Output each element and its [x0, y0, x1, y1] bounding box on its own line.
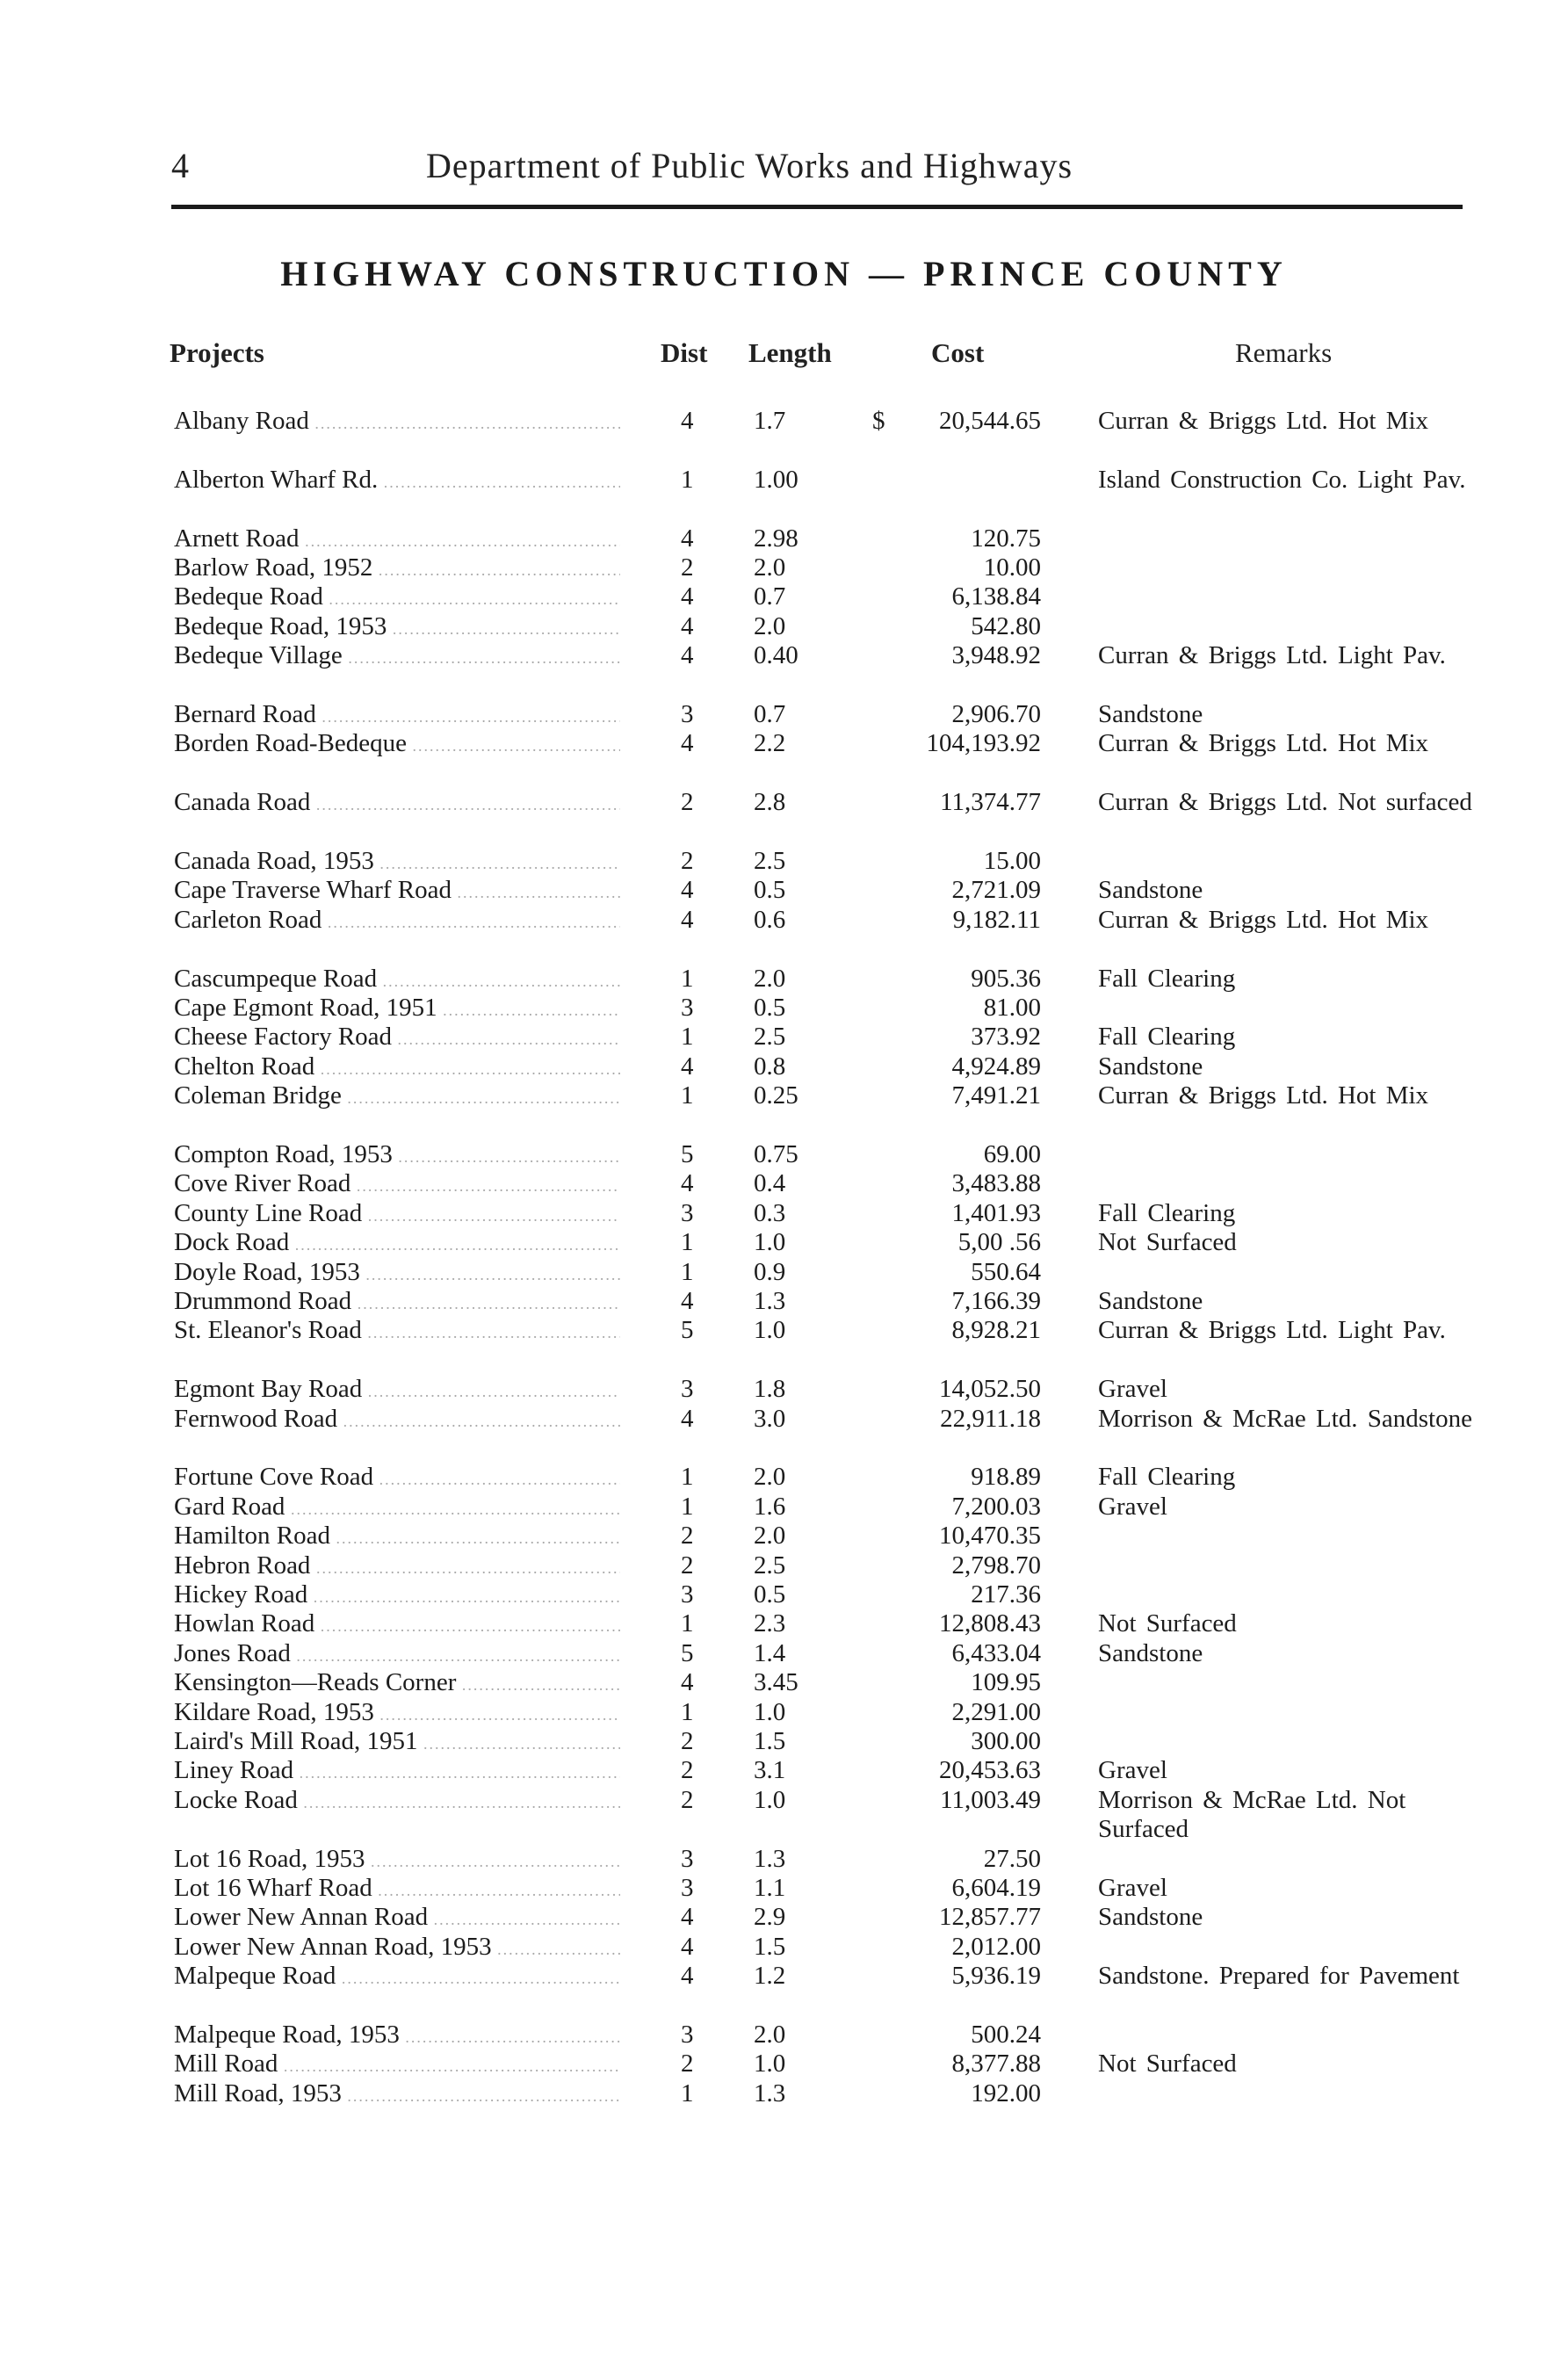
project-name: Lower New Annan Road, 1953 ..... [174, 1933, 620, 1964]
remarks-cell: Gravel [1098, 1492, 1167, 1521]
dollar-sign: $ [872, 407, 885, 435]
length-cell: 0.40 [754, 641, 798, 670]
district-cell: 4 [681, 1169, 694, 1198]
cost-cell: 20,453.63 [939, 1756, 1041, 1785]
column-header-remarks: Remarks [1235, 337, 1333, 368]
cost-cell: 550.64 [971, 1257, 1041, 1286]
district-cell: 3 [681, 1874, 694, 1902]
length-cell: 2.0 [754, 1522, 786, 1551]
length-cell: 2.0 [754, 1463, 786, 1492]
project-name: Albany Road ..... [174, 407, 620, 438]
length-cell: 1.0 [754, 1785, 786, 1814]
length-cell: 0.5 [754, 876, 786, 905]
cost-cell: 22,911.18 [940, 1404, 1041, 1433]
table-row [0, 1169, 1568, 1198]
district-cell: 5 [681, 1316, 694, 1345]
project-name: Cascumpeque Road ..... [174, 965, 620, 996]
table-row [0, 1140, 1568, 1169]
remarks-cell: Curran & Briggs Ltd. Light Pav. [1098, 1316, 1446, 1345]
table-row [0, 582, 1568, 611]
cost-cell: 15.00 [983, 847, 1041, 875]
cost-cell: 2,798.70 [951, 1551, 1041, 1580]
cost-cell: 120.75 [971, 524, 1041, 553]
length-cell: 0.5 [754, 994, 786, 1022]
remarks-cell: Curran & Briggs Ltd. Light Pav. [1098, 641, 1446, 670]
district-cell: 1 [681, 2078, 694, 2107]
project-name: Cheese Factory Road ..... [174, 1023, 620, 1054]
project-name: Canada Road ..... [174, 788, 620, 820]
district-cell: 2 [681, 1785, 694, 1814]
cost-cell: 542.80 [971, 611, 1041, 640]
project-name: Arnett Road ..... [174, 524, 620, 556]
length-cell: 2.98 [754, 524, 798, 553]
cost-cell: 192.00 [971, 2078, 1041, 2107]
remarks-cell: Fall Clearing [1098, 964, 1236, 993]
length-cell: 2.0 [754, 964, 786, 993]
cost-cell: 373.92 [971, 1023, 1041, 1052]
cost-cell: 7,491.21 [951, 1081, 1041, 1110]
length-cell: 3.0 [754, 1404, 786, 1433]
cost-cell: 14,052.50 [939, 1375, 1041, 1404]
length-cell: 2.5 [754, 847, 786, 875]
cost-cell: 8,928.21 [951, 1316, 1041, 1345]
table-row [0, 1639, 1568, 1668]
cost-cell: 2,721.09 [951, 876, 1041, 905]
cost-cell: 6,138.84 [951, 582, 1041, 611]
length-cell: 2.0 [754, 553, 786, 582]
project-name: Hamilton Road ..... [174, 1522, 620, 1553]
project-name: Chelton Road ..... [174, 1052, 620, 1084]
length-cell: 3.45 [754, 1668, 798, 1697]
table-row [0, 1874, 1568, 1903]
length-cell: 1.0 [754, 2050, 786, 2078]
length-cell: 0.5 [754, 1580, 786, 1609]
remarks-cell: Not Surfaced [1098, 1228, 1237, 1257]
cost-cell: 27.50 [983, 1844, 1041, 1873]
project-name: Kildare Road, 1953 ..... [174, 1698, 620, 1730]
table-row [0, 641, 1568, 670]
district-cell: 3 [681, 700, 694, 728]
district-cell: 1 [681, 1257, 694, 1286]
table-row [0, 1316, 1568, 1345]
table-row [0, 1727, 1568, 1756]
length-cell: 2.2 [754, 729, 786, 758]
project-name: Cape Egmont Road, 1951 ..... [174, 994, 620, 1025]
table-row [0, 1756, 1568, 1785]
table-row [0, 1785, 1568, 1844]
project-name: Cape Traverse Wharf Road ..... [174, 876, 620, 907]
length-cell: 1.3 [754, 1844, 786, 1873]
cost-cell: 2,012.00 [951, 1932, 1041, 1961]
table-row [0, 1609, 1568, 1638]
table-row [0, 2021, 1568, 2050]
remarks-cell: Morrison & McRae Ltd. Not Surfaced [1098, 1785, 1406, 1844]
cost-cell: 9,182.11 [952, 905, 1041, 934]
remarks-cell: Sandstone [1098, 1638, 1203, 1667]
length-cell: 0.4 [754, 1169, 786, 1198]
project-name: Laird's Mill Road, 1951 ..... [174, 1727, 620, 1759]
table-row [0, 1258, 1568, 1287]
project-name: Lower New Annan Road ..... [174, 1903, 620, 1934]
page-number: 4 [171, 146, 190, 185]
cost-cell: 10,470.35 [939, 1522, 1041, 1551]
project-name: Mill Road, 1953 ..... [174, 2079, 620, 2111]
remarks-cell: Sandstone [1098, 700, 1203, 728]
district-cell: 1 [681, 465, 694, 494]
project-name: Borden Road-Bedeque ..... [174, 729, 620, 761]
project-name: Bedeque Road ..... [174, 582, 620, 614]
cost-cell: 4,924.89 [951, 1052, 1041, 1081]
remarks-cell: Sandstone [1098, 876, 1203, 905]
table-row [0, 1375, 1568, 1404]
project-name: Malpeque Road, 1953 ..... [174, 2021, 620, 2052]
district-cell: 2 [681, 1522, 694, 1551]
district-cell: 4 [681, 1287, 694, 1315]
project-name: County Line Road ..... [174, 1199, 620, 1231]
table-row [0, 524, 1568, 553]
cost-cell: 20,544.65 [939, 407, 1041, 435]
table-row [0, 876, 1568, 905]
district-cell: 3 [681, 1580, 694, 1609]
table-row [0, 1199, 1568, 1228]
district-cell: 1 [681, 1228, 694, 1257]
table-row [0, 1845, 1568, 1874]
remarks-cell: Gravel [1098, 1756, 1167, 1785]
column-header-projects: Projects [170, 337, 264, 368]
table-row [0, 553, 1568, 582]
district-cell: 4 [681, 407, 694, 435]
district-cell: 4 [681, 1668, 694, 1697]
remarks-cell: Fall Clearing [1098, 1198, 1236, 1227]
cost-cell: 5,00 .56 [957, 1228, 1041, 1257]
district-cell: 3 [681, 994, 694, 1022]
table-row [0, 1405, 1568, 1434]
project-name: Barlow Road, 1952 ..... [174, 553, 620, 585]
table-row [0, 965, 1568, 994]
cost-cell: 2,906.70 [951, 700, 1041, 728]
project-name: Malpeque Road ..... [174, 1962, 620, 1993]
cost-cell: 5,936.19 [951, 1962, 1041, 1991]
district-cell: 4 [681, 1404, 694, 1433]
table-row [0, 2079, 1568, 2108]
table-row [0, 1522, 1568, 1551]
district-cell: 4 [681, 1052, 694, 1081]
district-cell: 2 [681, 1756, 694, 1785]
remarks-cell: Fall Clearing [1098, 1463, 1236, 1492]
project-name: Jones Road ..... [174, 1639, 620, 1671]
remarks-cell: Fall Clearing [1098, 1023, 1236, 1052]
remarks-cell: Sandstone [1098, 1287, 1203, 1315]
table-row [0, 1052, 1568, 1081]
table-row [0, 1933, 1568, 1962]
cost-cell: 12,857.77 [939, 1903, 1041, 1932]
length-cell: 1.8 [754, 1375, 786, 1404]
district-cell: 4 [681, 729, 694, 758]
project-name: Cove River Road ..... [174, 1169, 620, 1201]
project-name: Carleton Road ..... [174, 906, 620, 937]
length-cell: 0.25 [754, 1081, 798, 1110]
table-row [0, 1551, 1568, 1580]
district-cell: 4 [681, 905, 694, 934]
length-cell: 0.6 [754, 905, 786, 934]
cost-cell: 1,401.93 [951, 1198, 1041, 1227]
project-name: Hickey Road ..... [174, 1580, 620, 1612]
table-row [0, 700, 1568, 729]
remarks-cell: Not Surfaced [1098, 1609, 1237, 1638]
length-cell: 2.8 [754, 788, 786, 817]
table-row [0, 2050, 1568, 2078]
length-cell: 2.5 [754, 1551, 786, 1580]
district-cell: 1 [681, 1463, 694, 1492]
section-title: HIGHWAY CONSTRUCTION — PRINCE COUNTY [280, 254, 1288, 293]
length-cell: 1.1 [754, 1874, 786, 1902]
district-cell: 1 [681, 964, 694, 993]
district-cell: 2 [681, 847, 694, 875]
project-name: Alberton Wharf Rd. ..... [174, 466, 620, 497]
table-row [0, 1287, 1568, 1316]
length-cell: 0.3 [754, 1198, 786, 1227]
cost-cell: 7,166.39 [951, 1287, 1041, 1315]
length-cell: 2.0 [754, 2021, 786, 2049]
district-cell: 3 [681, 1375, 694, 1404]
district-cell: 2 [681, 788, 694, 817]
remarks-cell: Curran & Briggs Ltd. Not surfaced [1098, 788, 1472, 817]
cost-cell: 918.89 [971, 1463, 1041, 1492]
remarks-cell: Gravel [1098, 1375, 1167, 1404]
table-row [0, 1668, 1568, 1697]
district-cell: 3 [681, 2021, 694, 2049]
cost-cell: 3,483.88 [951, 1169, 1041, 1198]
length-cell: 1.0 [754, 1697, 786, 1726]
project-name: Locke Road ..... [174, 1786, 620, 1818]
length-cell: 2.9 [754, 1903, 786, 1932]
cost-cell: 3,948.92 [951, 641, 1041, 670]
length-cell: 0.7 [754, 582, 786, 611]
remarks-cell: Curran & Briggs Ltd. Hot Mix [1098, 407, 1429, 435]
cost-cell: 11,003.49 [940, 1785, 1041, 1814]
table-row [0, 612, 1568, 641]
length-cell: 1.0 [754, 1228, 786, 1257]
project-name: Compton Road, 1953 ..... [174, 1140, 620, 1172]
district-cell: 1 [681, 1609, 694, 1638]
cost-cell: 8,377.88 [951, 2050, 1041, 2078]
project-name: St. Eleanor's Road ..... [174, 1316, 620, 1348]
project-name: Mill Road ..... [174, 2050, 620, 2081]
length-cell: 1.7 [754, 407, 786, 435]
table-row [0, 1023, 1568, 1052]
project-name: Drummond Road ..... [174, 1287, 620, 1319]
district-cell: 4 [681, 1903, 694, 1932]
cost-cell: 6,433.04 [951, 1638, 1041, 1667]
district-cell: 1 [681, 1697, 694, 1726]
district-cell: 2 [681, 553, 694, 582]
project-name: Dock Road ..... [174, 1228, 620, 1260]
project-name: Lot 16 Wharf Road ..... [174, 1874, 620, 1905]
district-cell: 4 [681, 524, 694, 553]
length-cell: 1.00 [754, 465, 798, 494]
table-row [0, 1228, 1568, 1257]
cost-cell: 7,200.03 [951, 1492, 1041, 1521]
length-cell: 1.5 [754, 1932, 786, 1961]
table-row [0, 847, 1568, 876]
district-cell: 1 [681, 1081, 694, 1110]
project-name: Doyle Road, 1953 ..... [174, 1258, 620, 1290]
cost-cell: 69.00 [983, 1140, 1041, 1168]
project-name: Fortune Cove Road ..... [174, 1463, 620, 1494]
district-cell: 3 [681, 1198, 694, 1227]
column-header-dist: Dist [661, 337, 708, 368]
length-cell: 0.8 [754, 1052, 786, 1081]
project-name: Bedeque Village ..... [174, 641, 620, 673]
table-row [0, 994, 1568, 1023]
table-row [0, 1903, 1568, 1932]
cost-cell: 10.00 [983, 553, 1041, 582]
length-cell: 2.5 [754, 1023, 786, 1052]
table-row [0, 1962, 1568, 1991]
cost-cell: 81.00 [983, 994, 1041, 1022]
length-cell: 1.3 [754, 2078, 786, 2107]
length-cell: 2.0 [754, 611, 786, 640]
district-cell: 2 [681, 2050, 694, 2078]
project-name: Kensington—Reads Corner ..... [174, 1668, 620, 1700]
district-cell: 2 [681, 1551, 694, 1580]
district-cell: 4 [681, 876, 694, 905]
district-cell: 5 [681, 1140, 694, 1168]
project-name: Canada Road, 1953 ..... [174, 847, 620, 878]
table-row [0, 466, 1568, 495]
length-cell: 2.3 [754, 1609, 786, 1638]
cost-cell: 11,374.77 [940, 788, 1041, 817]
cost-cell: 104,193.92 [926, 729, 1041, 758]
cost-cell: 109.95 [971, 1668, 1041, 1697]
project-name: Egmont Bay Road ..... [174, 1375, 620, 1406]
project-name: Fernwood Road ..... [174, 1405, 620, 1436]
column-header-cost: Cost [931, 337, 985, 368]
running-title: Department of Public Works and Highways [426, 146, 1073, 185]
cost-cell: 6,604.19 [951, 1874, 1041, 1902]
length-cell: 3.1 [754, 1756, 786, 1785]
project-name: Bernard Road ..... [174, 700, 620, 732]
remarks-cell: Curran & Briggs Ltd. Hot Mix [1098, 905, 1429, 934]
cost-cell: 2,291.00 [951, 1697, 1041, 1726]
district-cell: 4 [681, 641, 694, 670]
remarks-cell: Curran & Briggs Ltd. Hot Mix [1098, 1081, 1429, 1110]
remarks-cell: Curran & Briggs Ltd. Hot Mix [1098, 729, 1429, 758]
project-name: Coleman Bridge ..... [174, 1081, 620, 1113]
cost-cell: 300.00 [971, 1727, 1041, 1755]
table-row [0, 1463, 1568, 1492]
length-cell: 1.4 [754, 1638, 786, 1667]
length-cell: 0.9 [754, 1257, 786, 1286]
length-cell: 1.3 [754, 1287, 786, 1315]
column-header-length: Length [748, 337, 832, 368]
length-cell: 0.7 [754, 700, 786, 728]
project-name: Gard Road ..... [174, 1493, 620, 1524]
district-cell: 4 [681, 611, 694, 640]
cost-cell: 12,808.43 [939, 1609, 1041, 1638]
project-name: Bedeque Road, 1953 ..... [174, 612, 620, 644]
table-row [0, 407, 1568, 436]
remarks-cell: Sandstone [1098, 1903, 1203, 1932]
remarks-cell: Not Surfaced [1098, 2050, 1237, 2078]
table-row [0, 1698, 1568, 1727]
project-name: Lot 16 Road, 1953 ..... [174, 1845, 620, 1876]
district-cell: 2 [681, 1727, 694, 1755]
length-cell: 1.0 [754, 1316, 786, 1345]
table-row [0, 906, 1568, 935]
remarks-cell: Sandstone [1098, 1052, 1203, 1081]
district-cell: 3 [681, 1844, 694, 1873]
project-name: Hebron Road ..... [174, 1551, 620, 1583]
length-cell: 1.2 [754, 1962, 786, 1991]
district-cell: 4 [681, 1962, 694, 1991]
remarks-cell: Sandstone. Prepared for Pavement [1098, 1962, 1460, 1991]
remarks-cell: Island Construction Co. Light Pav. [1098, 465, 1466, 494]
table-row [0, 1580, 1568, 1609]
table-row [0, 1081, 1568, 1110]
district-cell: 1 [681, 1023, 694, 1052]
district-cell: 4 [681, 582, 694, 611]
remarks-cell: Morrison & McRae Ltd. Sandstone [1098, 1404, 1472, 1433]
table-row [0, 729, 1568, 758]
length-cell: 0.75 [754, 1140, 798, 1168]
district-cell: 1 [681, 1492, 694, 1521]
cost-cell: 500.24 [971, 2021, 1041, 2049]
district-cell: 4 [681, 1932, 694, 1961]
length-cell: 1.6 [754, 1492, 786, 1521]
cost-cell: 905.36 [971, 964, 1041, 993]
remarks-cell: Gravel [1098, 1874, 1167, 1902]
district-cell: 5 [681, 1638, 694, 1667]
project-name: Liney Road ..... [174, 1756, 620, 1788]
project-name: Howlan Road ..... [174, 1609, 620, 1641]
table-row [0, 1493, 1568, 1522]
cost-cell: 217.36 [971, 1580, 1041, 1609]
table-row [0, 788, 1568, 817]
length-cell: 1.5 [754, 1727, 786, 1755]
